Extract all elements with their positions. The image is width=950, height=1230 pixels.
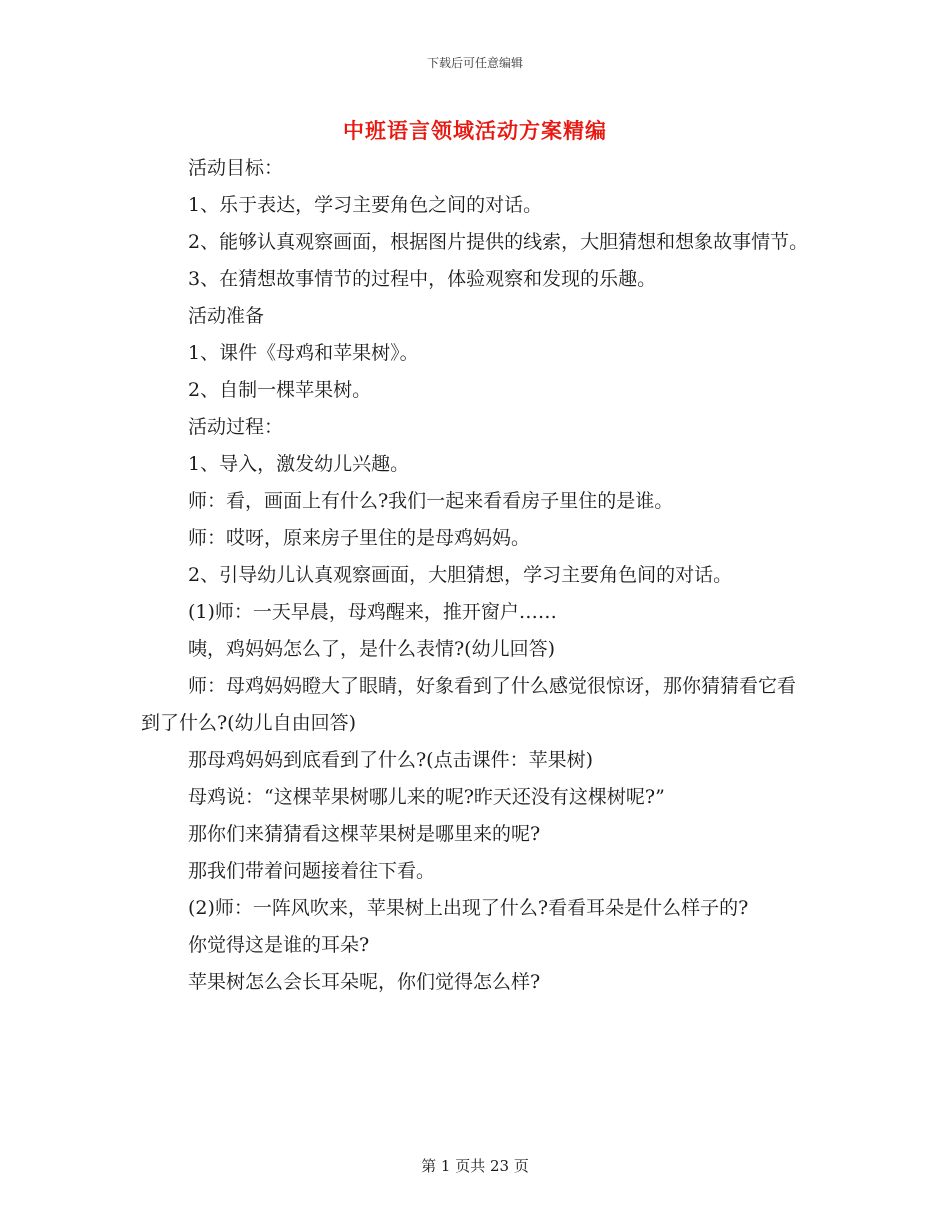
page-footer: 第 1 页共 23 页 xyxy=(421,1157,529,1175)
paragraph: 3、在猜想故事情节的过程中，体验观察和发现的乐趣。 xyxy=(188,268,657,290)
paragraph: 2、自制一棵苹果树。 xyxy=(188,379,372,401)
paragraph: 1、课件《母鸡和苹果树》。 xyxy=(188,342,419,364)
paragraph: 2、引导幼儿认真观察画面，大胆猜想，学习主要角色间的对话。 xyxy=(188,564,733,586)
document-body xyxy=(141,150,811,1001)
paragraph: 活动目标： xyxy=(188,157,284,179)
paragraph: 师：看，画面上有什么?我们一起来看看房子里住的是谁。 xyxy=(188,490,674,512)
paragraph: 师：母鸡妈妈瞪大了眼睛，好象看到了什么感觉很惊讶，那你猜猜看它看到了什么?(幼儿自由回答) xyxy=(141,675,797,734)
paragraph: (1)师：一天早晨，母鸡醒来，推开窗户…… xyxy=(188,601,557,623)
paragraph: 师：哎呀，原来房子里住的是母鸡妈妈。 xyxy=(188,527,531,549)
paragraph: 那母鸡妈妈到底看到了什么?(点击课件：苹果树) xyxy=(188,749,594,771)
page-header: 下载后可任意编辑 xyxy=(426,56,523,70)
paragraph: 苹果树怎么会长耳朵呢，你们觉得怎么样? xyxy=(188,971,541,993)
paragraph: 母鸡说：“这棵苹果树哪儿来的呢?昨天还没有这棵树呢?” xyxy=(188,786,665,808)
paragraph: 你觉得这是谁的耳朵? xyxy=(188,934,370,956)
paragraph: 1、乐于表达，学习主要角色之间的对话。 xyxy=(188,194,543,216)
paragraph: 活动准备 xyxy=(188,305,265,327)
paragraph: 咦，鸡妈妈怎么了，是什么表情?(幼儿回答) xyxy=(188,638,556,660)
document-title: 中班语言领域活动方案精编 xyxy=(343,118,607,143)
paragraph: 那你们来猜猜看这棵苹果树是哪里来的呢? xyxy=(188,823,541,845)
paragraph: 活动过程： xyxy=(188,416,284,438)
paragraph: 2、能够认真观察画面，根据图片提供的线索，大胆猜想和想象故事情节。 xyxy=(188,231,809,253)
paragraph: 1、导入，激发幼儿兴趣。 xyxy=(188,453,410,475)
paragraph: (2)师：一阵风吹来，苹果树上出现了什么?看看耳朵是什么样子的? xyxy=(188,897,749,919)
paragraph: 那我们带着问题接着往下看。 xyxy=(188,860,436,882)
